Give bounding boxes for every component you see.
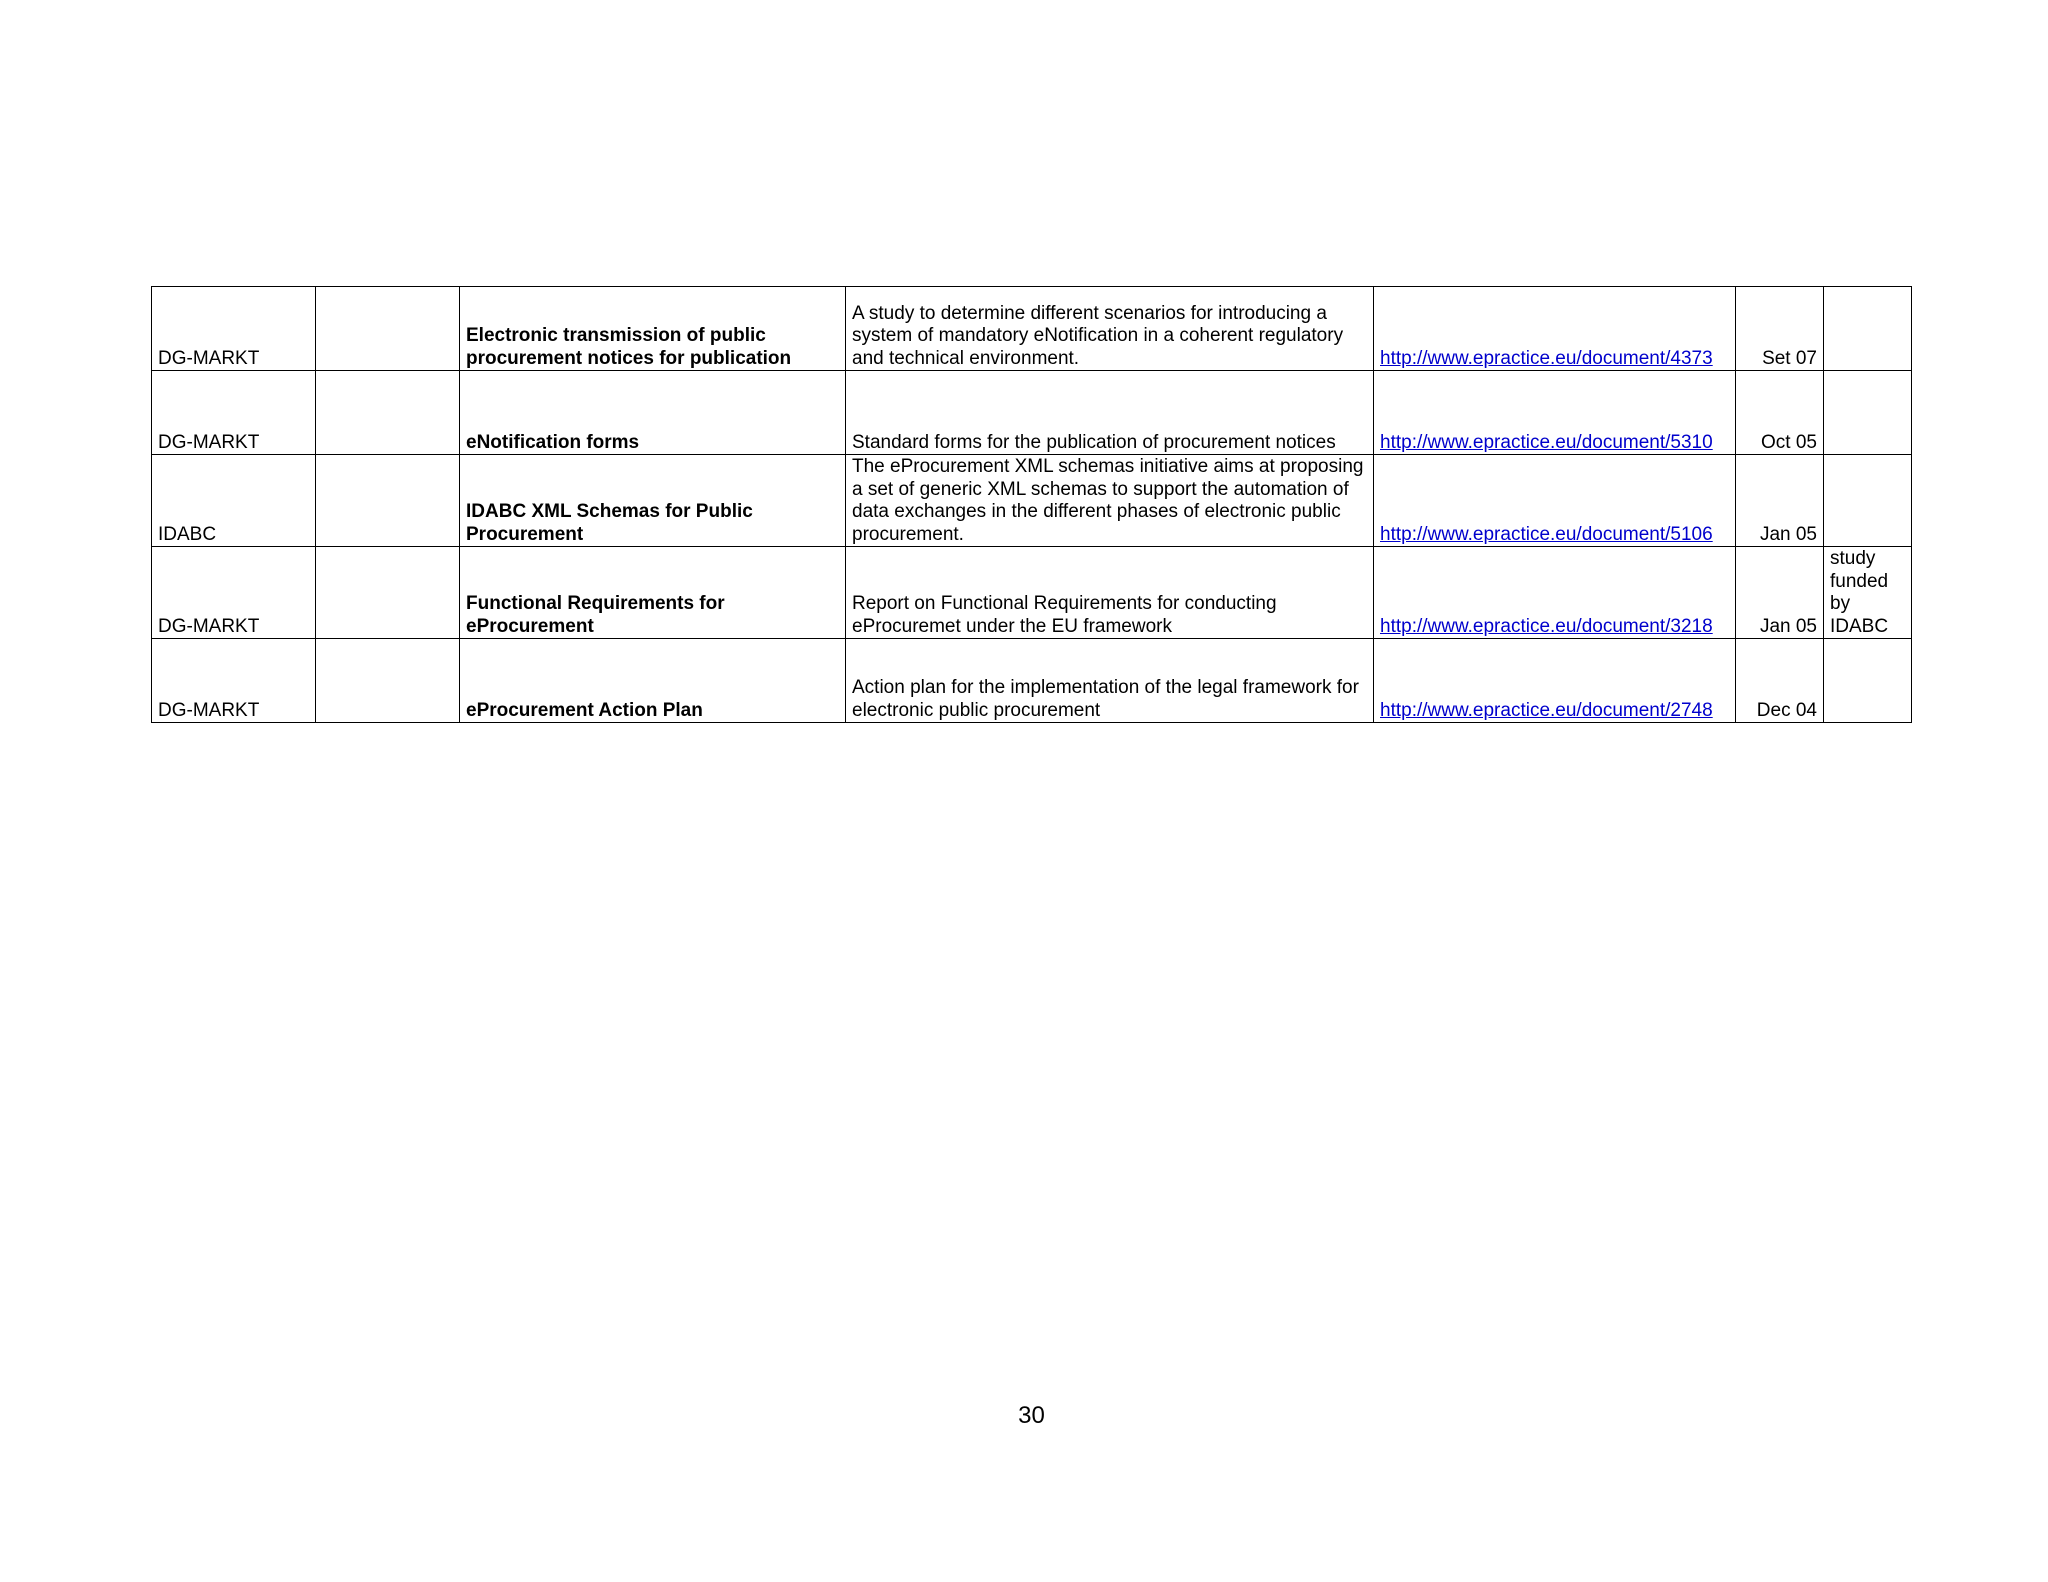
table-row	[152, 639, 1912, 723]
link-cell	[1374, 371, 1736, 455]
empty-cell	[316, 371, 460, 455]
notes-cell	[1824, 639, 1912, 723]
org-cell: DG-MARKT	[152, 547, 316, 639]
document-link[interactable]: http://www.epractice.eu/document/5310	[1380, 431, 1713, 453]
title-cell: eProcurement Action Plan	[460, 639, 846, 723]
description-cell: Standard forms for the publication of procurement notices	[846, 371, 1374, 455]
table-row	[152, 287, 1912, 371]
date-cell: Jan 05	[1736, 455, 1824, 547]
date-cell: Jan 05	[1736, 547, 1824, 639]
notes-cell	[1824, 371, 1912, 455]
document-link[interactable]: http://www.epractice.eu/document/2748	[1380, 699, 1713, 721]
description-cell: Report on Functional Requirements for conducting eProcuremet under the EU framework	[846, 547, 1374, 639]
title-cell: Electronic transmission of public procurement notices for publication	[460, 287, 846, 371]
page-number: 30	[1018, 1402, 1045, 1429]
document-link[interactable]: http://www.epractice.eu/document/5106	[1380, 523, 1713, 545]
org-cell: DG-MARKT	[152, 639, 316, 723]
documents-table	[151, 286, 1912, 723]
document-link[interactable]: http://www.epractice.eu/document/4373	[1380, 347, 1713, 369]
title-cell: eNotification forms	[460, 371, 846, 455]
date-cell: Set 07	[1736, 287, 1824, 371]
table-row	[152, 455, 1912, 547]
title-cell: Functional Requirements for eProcurement	[460, 547, 846, 639]
description-cell: The eProcurement XML schemas initiative aims at proposing a set of generic XML schemas to support the automation of data exchanges in the different phases of electronic public procurement.	[846, 455, 1374, 547]
title-cell: IDABC XML Schemas for Public Procurement	[460, 455, 846, 547]
document-link[interactable]: http://www.epractice.eu/document/3218	[1380, 615, 1713, 637]
table-row	[152, 547, 1912, 639]
date-cell: Dec 04	[1736, 639, 1824, 723]
empty-cell	[316, 287, 460, 371]
empty-cell	[316, 455, 460, 547]
notes-cell: study funded by IDABC	[1824, 547, 1912, 639]
empty-cell	[316, 639, 460, 723]
link-cell	[1374, 547, 1736, 639]
link-cell	[1374, 287, 1736, 371]
date-cell: Oct 05	[1736, 371, 1824, 455]
notes-cell	[1824, 287, 1912, 371]
org-cell: IDABC	[152, 455, 316, 547]
table-row	[152, 371, 1912, 455]
link-cell	[1374, 455, 1736, 547]
org-cell: DG-MARKT	[152, 287, 316, 371]
link-cell	[1374, 639, 1736, 723]
empty-cell	[316, 547, 460, 639]
org-cell: DG-MARKT	[152, 371, 316, 455]
notes-cell	[1824, 455, 1912, 547]
description-cell: Action plan for the implementation of the legal framework for electronic public procurement	[846, 639, 1374, 723]
description-cell: A study to determine different scenarios for introducing a system of mandatory eNotification in a coherent regulatory and technical environment.	[846, 287, 1374, 371]
